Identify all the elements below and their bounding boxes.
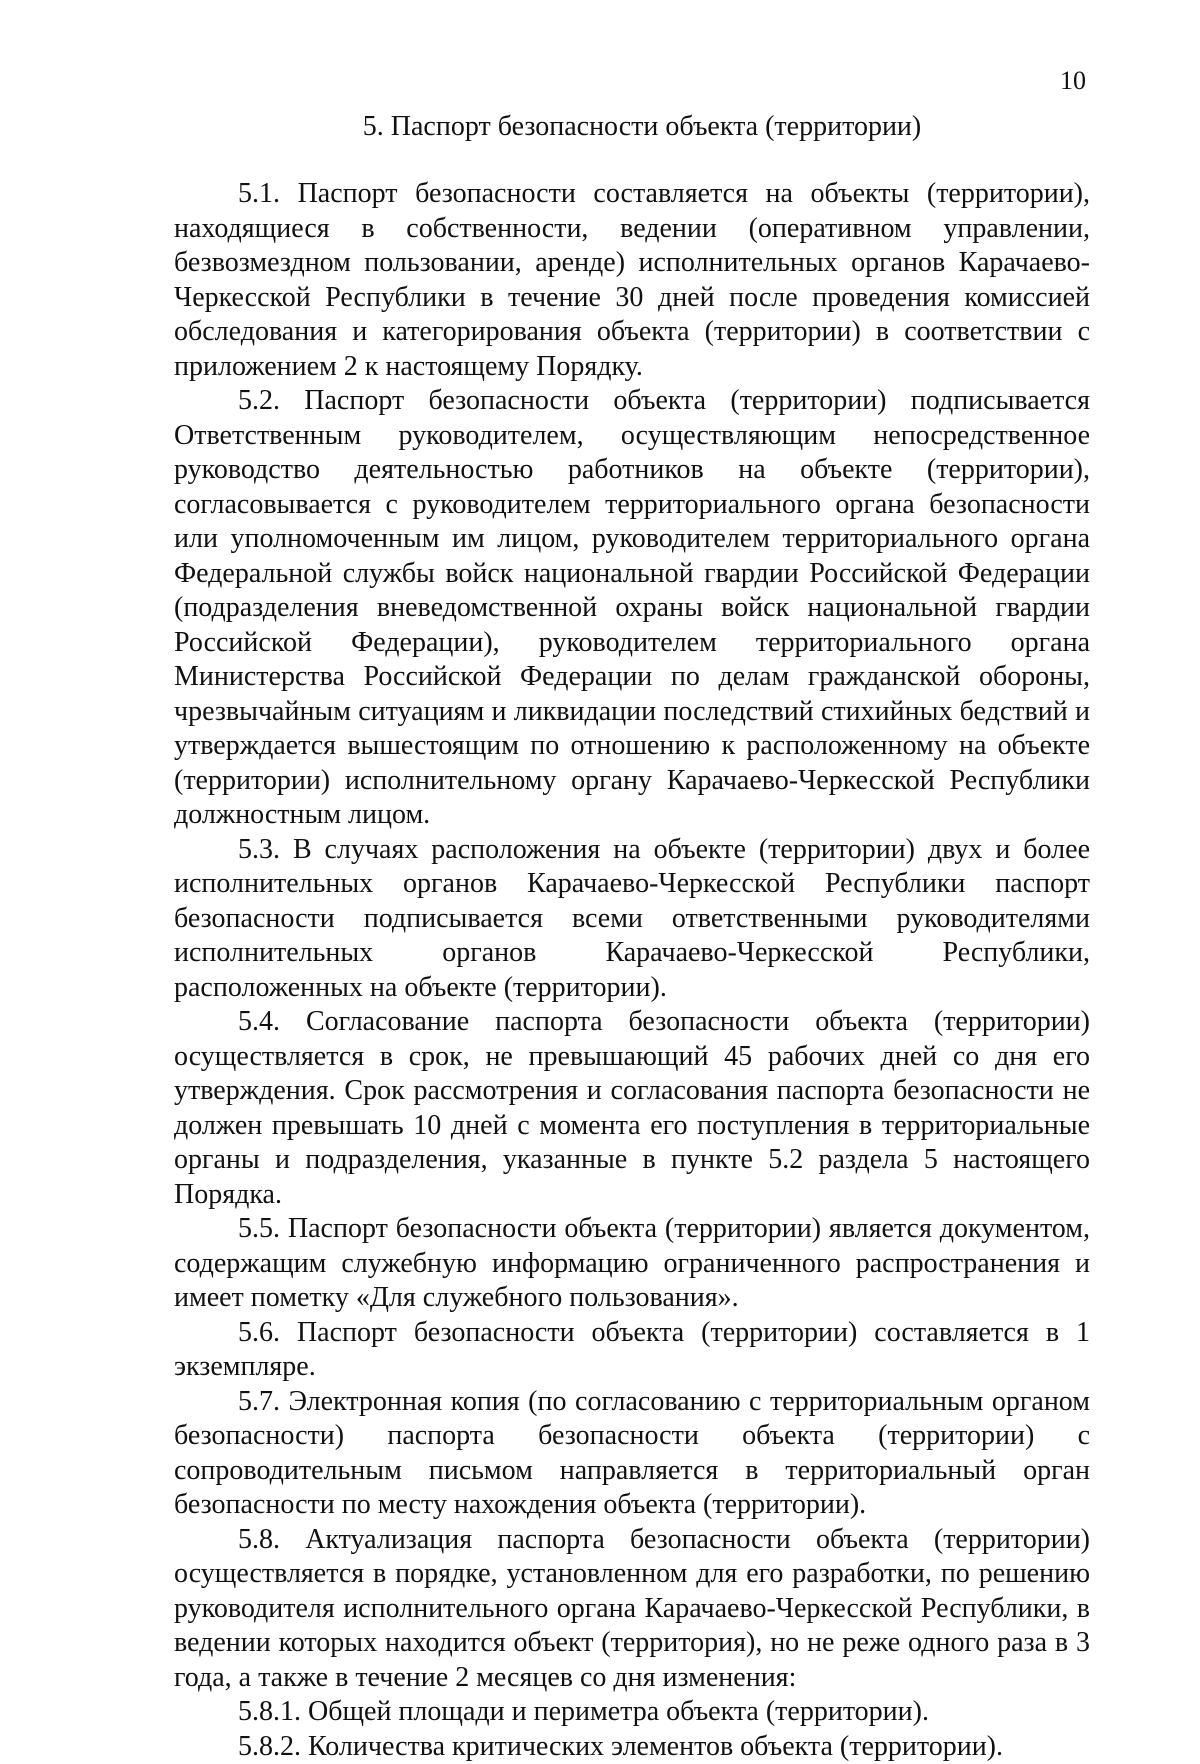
paragraph-5-6: 5.6. Паспорт безопасности объекта (территории) составляется в 1 экземпляре. — [174, 1316, 1090, 1385]
paragraph-5-8-2: 5.8.2. Количества критических элементов объекта (территории). — [174, 1730, 1090, 1764]
document-body — [174, 177, 1090, 1764]
paragraph-5-8-1: 5.8.1. Общей площади и периметра объекта (территории). — [174, 1695, 1090, 1730]
paragraph-5-3: 5.3. В случаях расположения на объекте (территории) двух и более исполнительных органов Карачаево-Черкесской Республики паспорт безопасности подписывается всеми ответственными руководителями исполнительных органов Карачаево-Черкесской Республики, расположенных на объекте (территории). — [174, 833, 1090, 1006]
paragraph-5-2: 5.2. Паспорт безопасности объекта (территории) подписывается Ответственным руководителем, осуществляющим непосредственное руководство деятельностью работников на объекте (территории), согласовывается с руководителем территориального органа безопасности или уполномоченным им лицом, руководителем территориального органа Федеральной службы войск национальной гвардии Российской Федерации (подразделения вневедомственной охраны войск национальной гвардии Российской Федерации), руководителем территориального органа Министерства Российской Федерации по делам гражданской обороны, чрезвычайным ситуациям и ликвидации последствий стихийных бедствий и утверждается вышестоящим по отношению к расположенному на объекте (территории) исполнительному органу Карачаево-Черкесской Республики должностным лицом. — [174, 384, 1090, 833]
section-title: 5. Паспорт безопасности объекта (территории) — [0, 110, 1200, 144]
paragraph-5-5: 5.5. Паспорт безопасности объекта (территории) является документом, содержащим служебную информацию ограниченного распространения и имеет пометку «Для служебного пользования». — [174, 1212, 1090, 1316]
paragraph-5-7: 5.7. Электронная копия (по согласованию с территориальным органом безопасности) паспорта безопасности объекта (территории) с сопроводительным письмом направляется в территориальный орган безопасности по месту нахождения объекта (территории). — [174, 1385, 1090, 1523]
paragraph-5-8: 5.8. Актуализация паспорта безопасности объекта (территории) осуществляется в порядке, установленном для его разработки, по решению руководителя исполнительного органа Карачаево-Черкесской Республики, в ведении которых находится объект (территория), но не реже одного раза в 3 года, а также в течение 2 месяцев со дня изменения: — [174, 1523, 1090, 1696]
paragraph-5-1: 5.1. Паспорт безопасности составляется на объекты (территории), находящиеся в собственности, ведении (оперативном управлении, безвозмездном пользовании, аренде) исполнительных органов Карачаево-Черкесской Республики в течение 30 дней после проведения комиссией обследования и категорирования объекта (территории) в соответствии с приложением 2 к настоящему Порядку. — [174, 177, 1090, 384]
paragraph-5-4: 5.4. Согласование паспорта безопасности объекта (территории) осуществляется в срок, не превышающий 45 рабочих дней со дня его утверждения. Срок рассмотрения и согласования паспорта безопасности не должен превышать 10 дней с момента его поступления в территориальные органы и подразделения, указанные в пункте 5.2 раздела 5 настоящего Порядка. — [174, 1005, 1090, 1212]
page-number: 10 — [1060, 66, 1086, 96]
